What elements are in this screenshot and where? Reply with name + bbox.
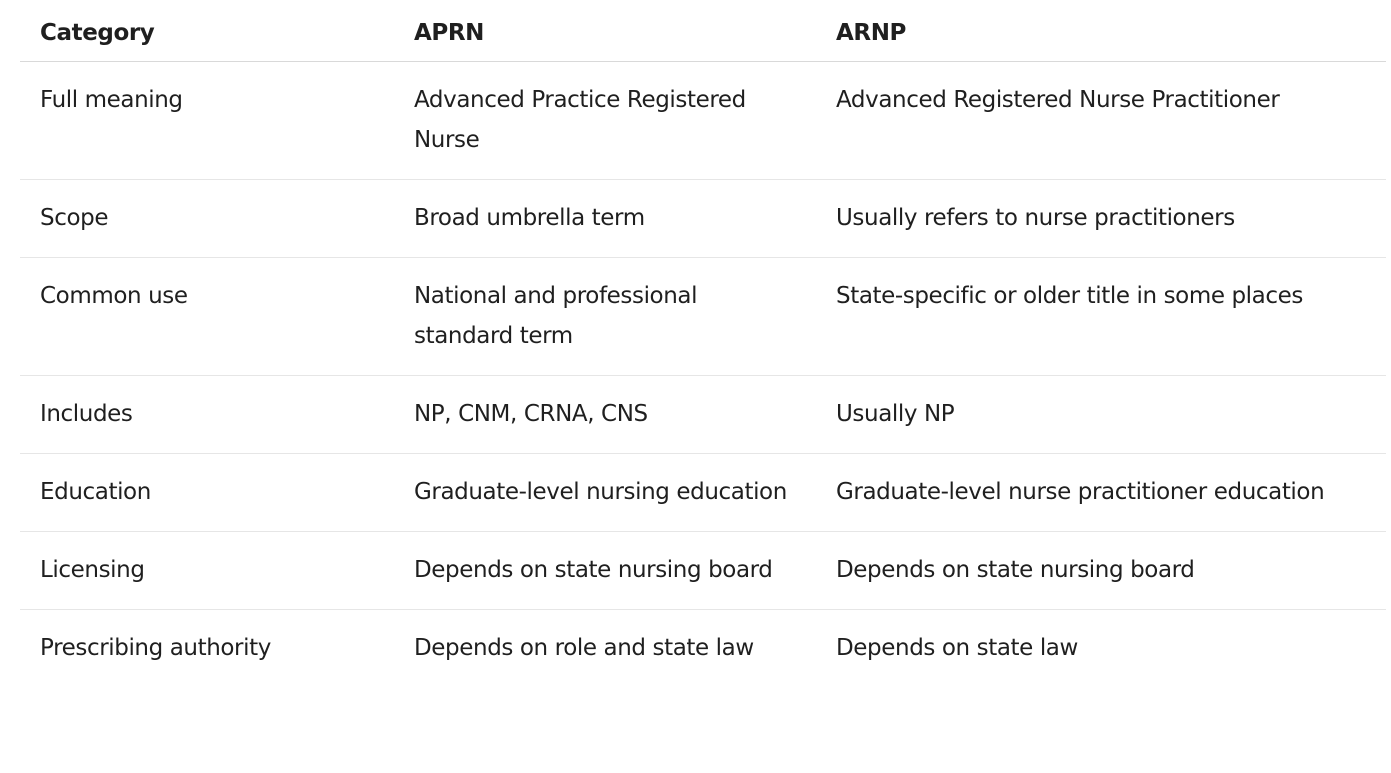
table-row xyxy=(20,609,1386,687)
cell-arnp: Depends on state nursing board xyxy=(816,531,1386,609)
table-row xyxy=(20,61,1386,179)
cell-category: Common use xyxy=(20,257,394,375)
table-row xyxy=(20,257,1386,375)
cell-aprn: Graduate-level nursing education xyxy=(394,453,816,531)
cell-category: Full meaning xyxy=(20,61,394,179)
cell-arnp: Graduate-level nurse practitioner education xyxy=(816,453,1386,531)
cell-arnp: Depends on state law xyxy=(836,634,1078,661)
header-aprn: APRN xyxy=(394,0,816,61)
table-header-row xyxy=(20,0,1386,61)
table-row xyxy=(20,179,1386,257)
cell-arnp: State-specific or older title in some places xyxy=(816,257,1386,375)
comparison-table xyxy=(20,0,1386,687)
cell-aprn: Advanced Practice Registered Nurse xyxy=(394,61,816,179)
cell-category: Includes xyxy=(20,375,394,453)
table-row xyxy=(20,375,1386,453)
cell-category: Education xyxy=(20,453,394,531)
cell-category: Scope xyxy=(20,179,394,257)
cell-aprn: Depends on role and state law xyxy=(414,634,754,661)
table-row xyxy=(20,453,1386,531)
cell-arnp: Advanced Registered Nurse Practitioner xyxy=(816,61,1386,179)
cell-category: Prescribing authority xyxy=(40,634,271,661)
cell-aprn: NP, CNM, CRNA, CNS xyxy=(394,375,816,453)
cell-category: Licensing xyxy=(20,531,394,609)
cell-arnp: Usually NP xyxy=(816,375,1386,453)
cell-aprn: Depends on state nursing board xyxy=(394,531,816,609)
header-category: Category xyxy=(20,0,394,61)
cell-aprn: National and professional standard term xyxy=(394,257,816,375)
comparison-table-container xyxy=(20,0,1391,687)
cell-aprn: Broad umbrella term xyxy=(394,179,816,257)
cell-arnp: Usually refers to nurse practitioners xyxy=(816,179,1386,257)
table-row xyxy=(20,531,1386,609)
header-arnp: ARNP xyxy=(816,0,1386,61)
